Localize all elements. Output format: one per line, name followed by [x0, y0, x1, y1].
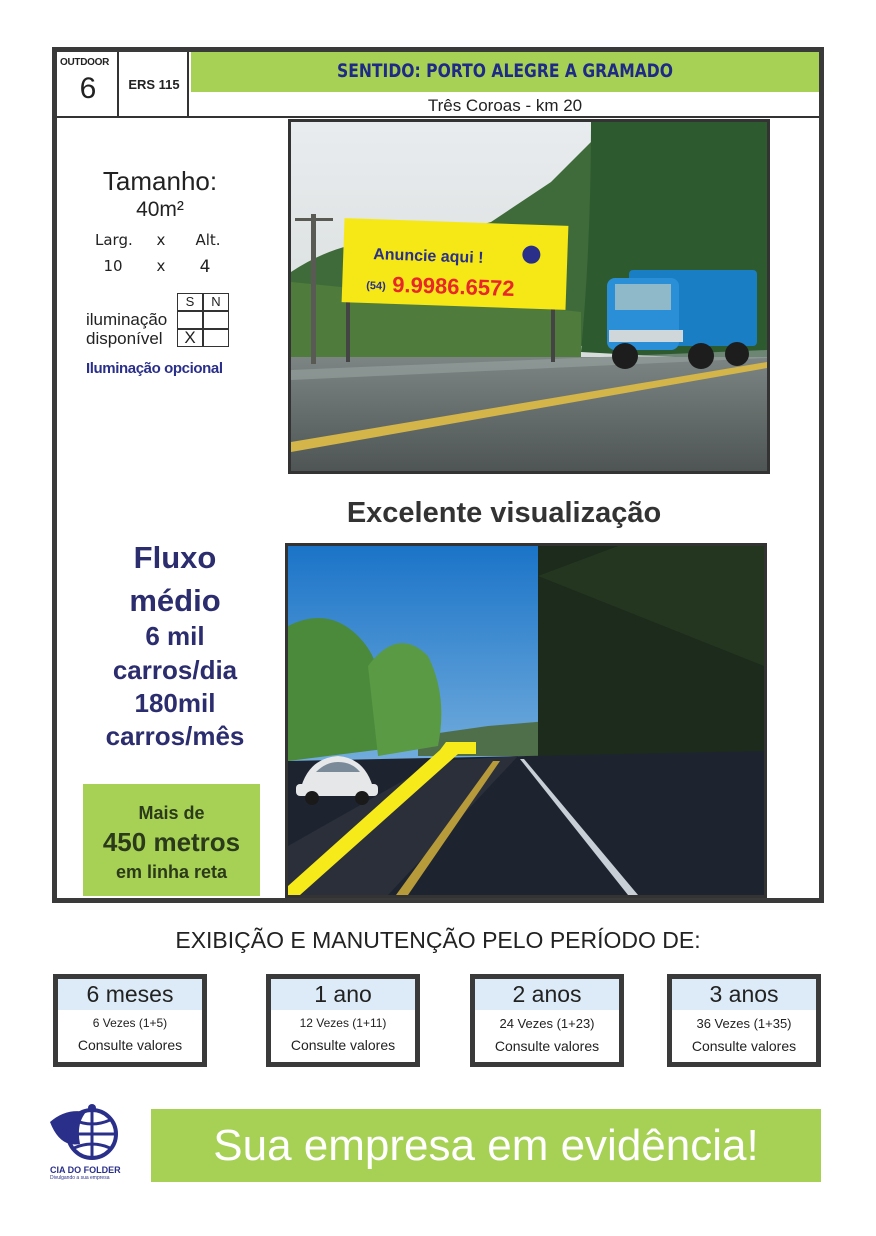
lighting-yes-header: S	[177, 293, 203, 311]
straight-line3: em linha reta	[115, 862, 228, 882]
size-label: Tamanho:	[102, 166, 218, 196]
globe-logo-icon	[46, 1104, 126, 1164]
height-value: 4	[199, 257, 211, 277]
location-text: Três Coroas - km 20	[427, 96, 583, 115]
flow-line4: carros/dia	[112, 655, 238, 685]
plan-card-2-anos[interactable]	[470, 974, 624, 1067]
plan-cta: Consulte valores	[494, 1038, 600, 1054]
lighting-note: Iluminação opcional	[86, 360, 223, 377]
plan-installments: 6 Vezes (1+5)	[92, 1016, 168, 1030]
plan-installments: 24 Vezes (1+23)	[499, 1016, 595, 1031]
times-value: x	[156, 257, 166, 275]
slogan: Sua empresa em evidência!	[213, 1121, 759, 1170]
billboard-phone-part2: 6572	[465, 274, 515, 302]
road-photo	[285, 543, 767, 898]
plan-cta: Consulte valores	[77, 1037, 183, 1053]
plan-card-6-meses[interactable]	[53, 974, 207, 1067]
brand-tagline: Divulgando a sua empresa	[50, 1175, 110, 1181]
billboard-phone	[392, 272, 515, 301]
straight-line2: 450 metros	[102, 827, 241, 857]
flow-line2: médio	[129, 583, 221, 618]
brand-name: CIA DO FOLDER	[50, 1165, 121, 1175]
flow-line6: carros/mês	[105, 721, 245, 751]
times-label: x	[156, 231, 166, 249]
width-value: 10	[103, 257, 123, 275]
straight-line1: Mais de	[138, 803, 205, 823]
outdoor-number: 6	[79, 72, 97, 105]
lighting-mark: X	[177, 329, 203, 347]
road-photo-illustration	[288, 546, 764, 895]
plan-cta: Consulte valores	[290, 1037, 396, 1053]
plan-card-1-ano[interactable]	[266, 974, 420, 1067]
plan-period: 1 ano	[271, 979, 415, 1010]
plan-period: 3 anos	[672, 979, 816, 1010]
billboard-area-code: (54)	[365, 279, 386, 293]
exhibition-title: EXIBIÇÃO E MANUTENÇÃO PELO PERÍODO DE:	[175, 927, 701, 953]
lighting-label-line2: disponível	[86, 329, 163, 348]
billboard-headline: Anuncie aqui !	[372, 246, 484, 267]
flow-line5: 180mil	[134, 688, 216, 718]
lighting-grid	[177, 293, 229, 347]
plan-period: 2 anos	[475, 979, 619, 1010]
lighting-cell-2	[203, 311, 229, 329]
lighting-no-header: N	[203, 293, 229, 311]
direction-text: SENTIDO: PORTO ALEGRE A GRAMADO	[337, 60, 673, 82]
plan-card-3-anos[interactable]	[667, 974, 821, 1067]
lighting-cell-4	[203, 329, 229, 347]
flow-line1: Fluxo	[133, 540, 217, 575]
billboard-photo-illustration	[291, 122, 767, 471]
flow-line3: 6 mil	[145, 621, 205, 651]
width-label: Larg.	[95, 231, 133, 249]
visual-title: Excelente visualização	[346, 497, 662, 529]
plan-period: 6 meses	[58, 979, 202, 1010]
billboard-photo	[288, 119, 770, 474]
lighting-label	[86, 310, 167, 348]
outdoor-label: OUTDOOR	[60, 57, 110, 68]
height-label: Alt.	[195, 231, 221, 249]
size-area: 40m²	[136, 198, 184, 221]
plan-installments: 36 Vezes (1+35)	[696, 1016, 792, 1031]
lighting-cell-1	[177, 311, 203, 329]
billboard-phone-part1: 9.9986.	[391, 271, 467, 300]
lighting-label-line1: iluminação	[86, 310, 168, 329]
road-name: ERS 115	[128, 77, 180, 92]
plan-installments: 12 Vezes (1+11)	[299, 1016, 387, 1030]
plan-cta: Consulte valores	[691, 1038, 797, 1054]
header-divider	[57, 116, 819, 118]
